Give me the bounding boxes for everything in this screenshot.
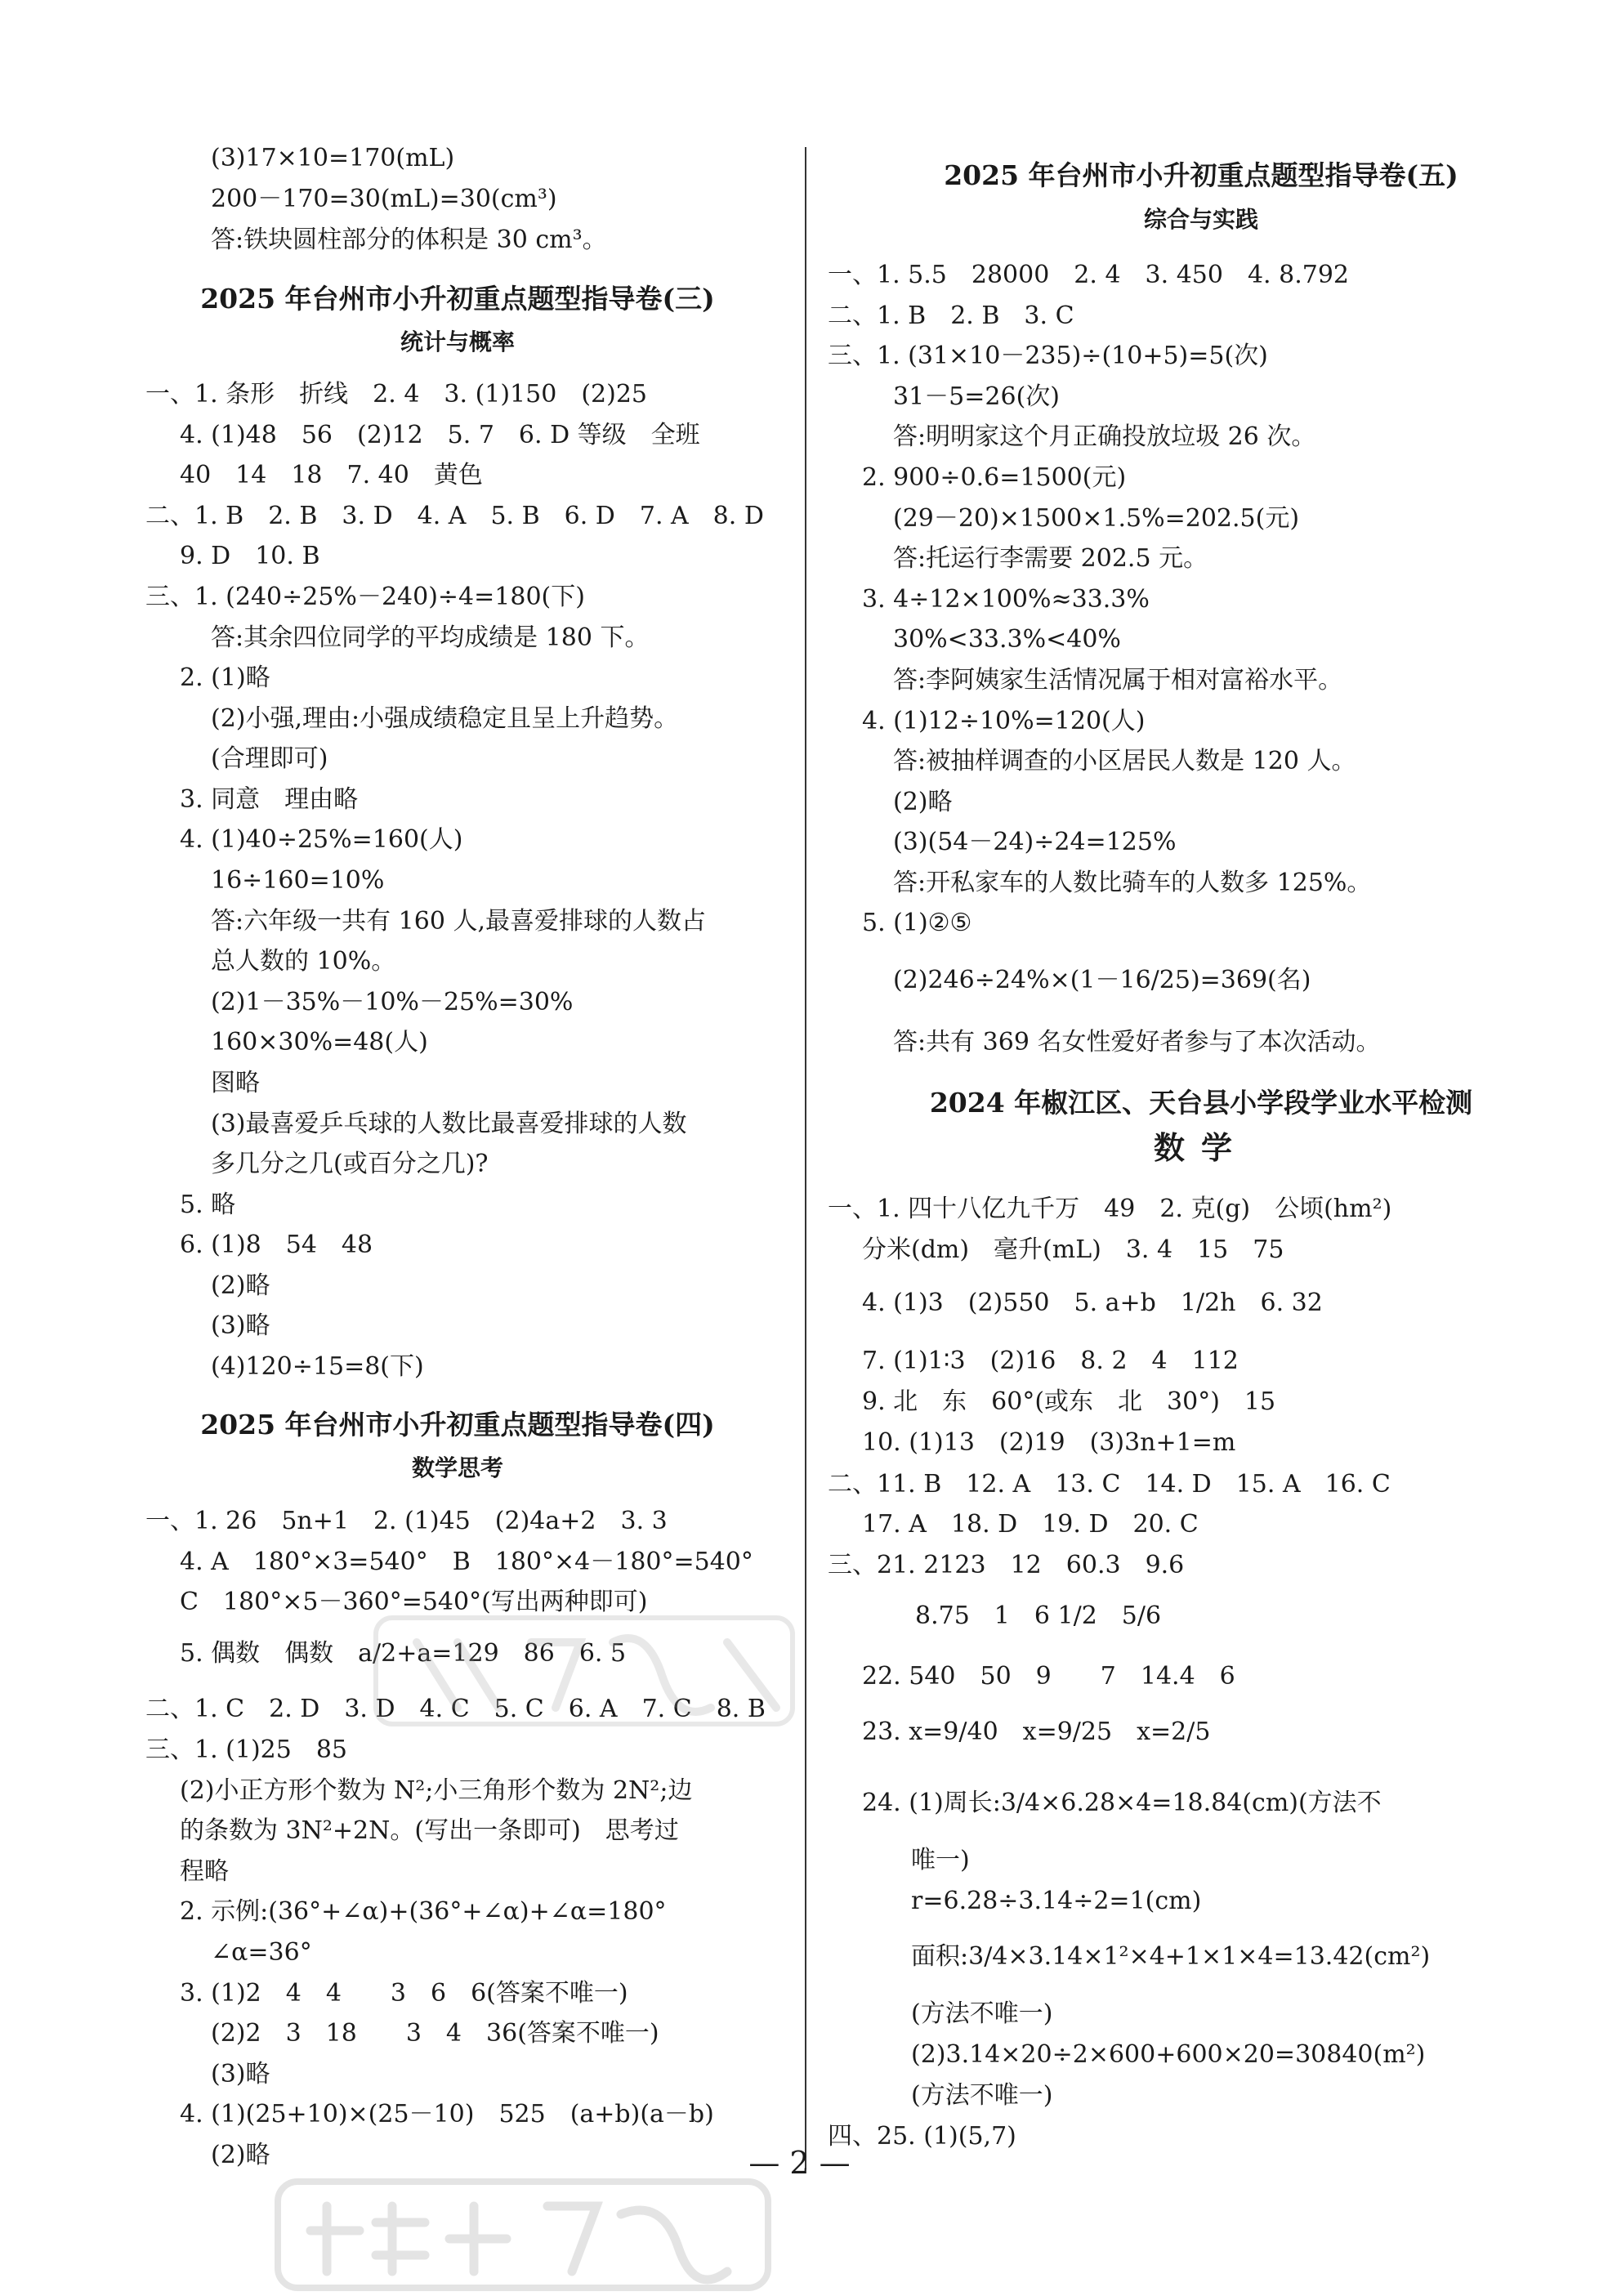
answer-line: 3. (1)2 4 4 3 6 6(答案不唯一)	[180, 1979, 628, 2008]
answer-line: 31－5=26(次)	[893, 382, 1060, 411]
answer-line: 一、1. 5.5 28000 2. 4 3. 450 4. 8.792	[828, 261, 1350, 289]
watermark-logo	[270, 2173, 776, 2296]
section-title: 2025 年台州市小升初重点题型指导卷(四)	[200, 1409, 715, 1441]
answer-line: (3)(54－24)÷24=125%	[893, 828, 1177, 856]
answer-line: 答:六年级一共有 160 人,最喜爱排球的人数占	[211, 907, 706, 936]
answer-line: 答:其余四位同学的平均成绩是 180 下。	[211, 623, 650, 652]
section-title: 2025 年台州市小升初重点题型指导卷(五)	[944, 159, 1458, 191]
answer-line: (2)246÷24%×(1－16/25)=369(名)	[893, 966, 1311, 994]
answer-line: 4. (1)3 (2)550 5. a+b 1/2h 6. 32	[862, 1289, 1323, 1317]
answer-line: 图略	[211, 1069, 260, 1097]
answer-line: 8.75 1 6 1/2 5/6	[915, 1601, 1162, 1630]
answer-line: (3)17×10=170(mL)	[211, 144, 455, 172]
answer-line: 四、25. (1)(5,7)	[828, 2122, 1016, 2151]
section-subtitle: 统计与概率	[400, 328, 515, 355]
answer-line: 答:开私家车的人数比骑车的人数多 125%。	[893, 869, 1372, 897]
answer-line: 3. 同意 理由略	[180, 785, 359, 814]
answer-line: 2. (1)略	[180, 663, 270, 692]
answer-line: 5. 偶数 偶数 a/2+a=129 86 6. 5	[180, 1639, 627, 1668]
answer-line: 一、1. 条形 折线 2. 4 3. (1)150 (2)25	[145, 380, 647, 409]
answer-line: 三、21. 2123 12 60.3 9.6	[828, 1551, 1185, 1579]
answer-line: 9. D 10. B	[180, 542, 320, 570]
section-title: 2024 年椒江区、天台县小学段学业水平检测	[929, 1087, 1473, 1119]
watermark-logo	[368, 1593, 801, 1740]
answer-line: 一、1. 四十八亿九千万 49 2. 克(g) 公顷(hm²)	[828, 1195, 1392, 1223]
answer-line: C 180°×5－360°=540°(写出两种即可)	[180, 1588, 648, 1616]
answer-line: 5. (1)②⑤	[862, 909, 972, 937]
answer-line: (2)小正方形个数为 N²;小三角形个数为 2N²;边	[180, 1776, 693, 1805]
section-subtitle: 综合与实践	[1143, 206, 1258, 233]
section-subtitle: 数学思考	[411, 1454, 503, 1481]
answer-line: r=6.28÷3.14÷2=1(cm)	[911, 1887, 1202, 1915]
answer-line: 程略	[180, 1857, 229, 1886]
answer-line: (合理即可)	[211, 744, 328, 773]
answer-line: (方法不唯一)	[911, 1999, 1053, 2028]
answer-line: (3)略	[211, 2060, 270, 2088]
answer-line: 三、1. (240÷25%－240)÷4=180(下)	[145, 583, 585, 611]
answer-line: 40 14 18 7. 40 黄色	[180, 461, 483, 489]
answer-line: 总人数的 10%。	[211, 947, 396, 976]
answer-line: 2. 示例:(36°+∠α)+(36°+∠α)+∠α=180°	[180, 1897, 667, 1926]
answer-line: 9. 北 东 60°(或东 北 30°) 15	[862, 1387, 1276, 1416]
answer-line: 16÷160=10%	[211, 866, 385, 895]
answer-line: 二、1. B 2. B 3. D 4. A 5. B 6. D 7. A 8. D	[145, 502, 764, 530]
answer-line: 答:被抽样调查的小区居民人数是 120 人。	[893, 747, 1356, 775]
answer-line: 二、11. B 12. A 13. C 14. D 15. A 16. C	[828, 1470, 1391, 1499]
answer-line: (2)1－35%－10%－25%=30%	[211, 988, 574, 1016]
answer-line: (2)3.14×20÷2×600+600×20=30840(m²)	[911, 2040, 1426, 2069]
answer-line: 答:明明家这个月正确投放垃圾 26 次。	[893, 422, 1316, 451]
answer-line: (2)略	[211, 1271, 270, 1300]
answer-line: 面积:3/4×3.14×1²×4+1×1×4=13.42(cm²)	[911, 1942, 1431, 1971]
answer-line: 30%<33.3%<40%	[893, 625, 1121, 654]
answer-line: 6. (1)8 54 48	[180, 1231, 373, 1259]
answer-line: 答:李阿姨家生活情况属于相对富裕水平。	[893, 666, 1343, 695]
answer-line: 200－170=30(mL)=30(cm³)	[211, 185, 557, 213]
answer-line: 160×30%=48(人)	[211, 1028, 428, 1056]
answer-line: 答:托运行李需要 202.5 元。	[893, 544, 1208, 573]
answer-line: 3. 4÷12×100%≈33.3%	[862, 585, 1150, 614]
answer-line: 7. (1)1∶3 (2)16 8. 2 4 112	[862, 1347, 1239, 1375]
answer-line: (2)略	[211, 2141, 270, 2169]
answer-line: 4. (1)12÷10%=120(人)	[862, 707, 1146, 735]
answer-line: (2)略	[893, 788, 953, 816]
answer-line: 三、1. (31×10－235)÷(10+5)=5(次)	[828, 342, 1268, 370]
column-divider	[805, 147, 806, 2169]
answer-line: 一、1. 26 5n+1 2. (1)45 (2)4a+2 3. 3	[145, 1507, 668, 1535]
answer-line: 二、1. C 2. D 3. D 4. C 5. C 6. A 7. C 8. B	[145, 1695, 766, 1723]
answer-line: (2)小强,理由:小强成绩稳定且呈上升趋势。	[211, 704, 679, 733]
answer-line: 4. (1)48 56 (2)12 5. 7 6. D 等级 全班	[180, 421, 700, 449]
section-title: 2025 年台州市小升初重点题型指导卷(三)	[200, 283, 715, 315]
answer-line: 三、1. (1)25 85	[145, 1735, 348, 1764]
page-number: — 2 —	[748, 2145, 851, 2181]
answer-line: (3)略	[211, 1311, 270, 1340]
answer-line: 23. x=9/40 x=9/25 x=2/5	[862, 1718, 1211, 1746]
answer-line: 4. (1)(25+10)×(25－10) 525 (a+b)(a－b)	[180, 2100, 714, 2128]
answer-line: 5. 略	[180, 1190, 236, 1219]
answer-line: ∠α=36°	[211, 1938, 312, 1967]
answer-line: (2)2 3 18 3 4 36(答案不唯一)	[211, 2019, 659, 2048]
answer-line: 的条数为 3N²+2N。(写出一条即可) 思考过	[180, 1816, 679, 1845]
answer-line: (4)120÷15=8(下)	[211, 1352, 424, 1381]
answer-line: 4. (1)40÷25%=160(人)	[180, 825, 463, 854]
answer-line: 17. A 18. D 19. D 20. C	[862, 1510, 1199, 1539]
answer-line: 答:共有 369 名女性爱好者参与了本次活动。	[893, 1028, 1381, 1056]
answer-line: 多几分之几(或百分之几)?	[211, 1150, 489, 1178]
answer-line: 2. 900÷0.6=1500(元)	[862, 463, 1127, 492]
answer-line: 4. A 180°×3=540° B 180°×4－180°=540°	[180, 1548, 753, 1576]
answer-line: 答:铁块圆柱部分的体积是 30 cm³。	[211, 226, 607, 254]
answer-line: (方法不唯一)	[911, 2081, 1053, 2110]
answer-line: 分米(dm) 毫升(mL) 3. 4 15 75	[862, 1235, 1284, 1264]
answer-line: 10. (1)13 (2)19 (3)3n+1=m	[862, 1428, 1236, 1457]
answer-line: 二、1. B 2. B 3. C	[828, 302, 1074, 330]
answer-line: 22. 540 50 9 7 14.4 6	[862, 1662, 1235, 1691]
answer-line: (3)最喜爱乒乓球的人数比最喜爱排球的人数	[211, 1110, 687, 1138]
answer-line: 24. (1)周长:3/4×6.28×4=18.84(cm)(方法不	[862, 1789, 1382, 1817]
answer-line: 唯一)	[911, 1846, 970, 1874]
section-subtitle: 数学	[1153, 1129, 1248, 1166]
answer-line: (29－20)×1500×1.5%=202.5(元)	[893, 504, 1300, 533]
